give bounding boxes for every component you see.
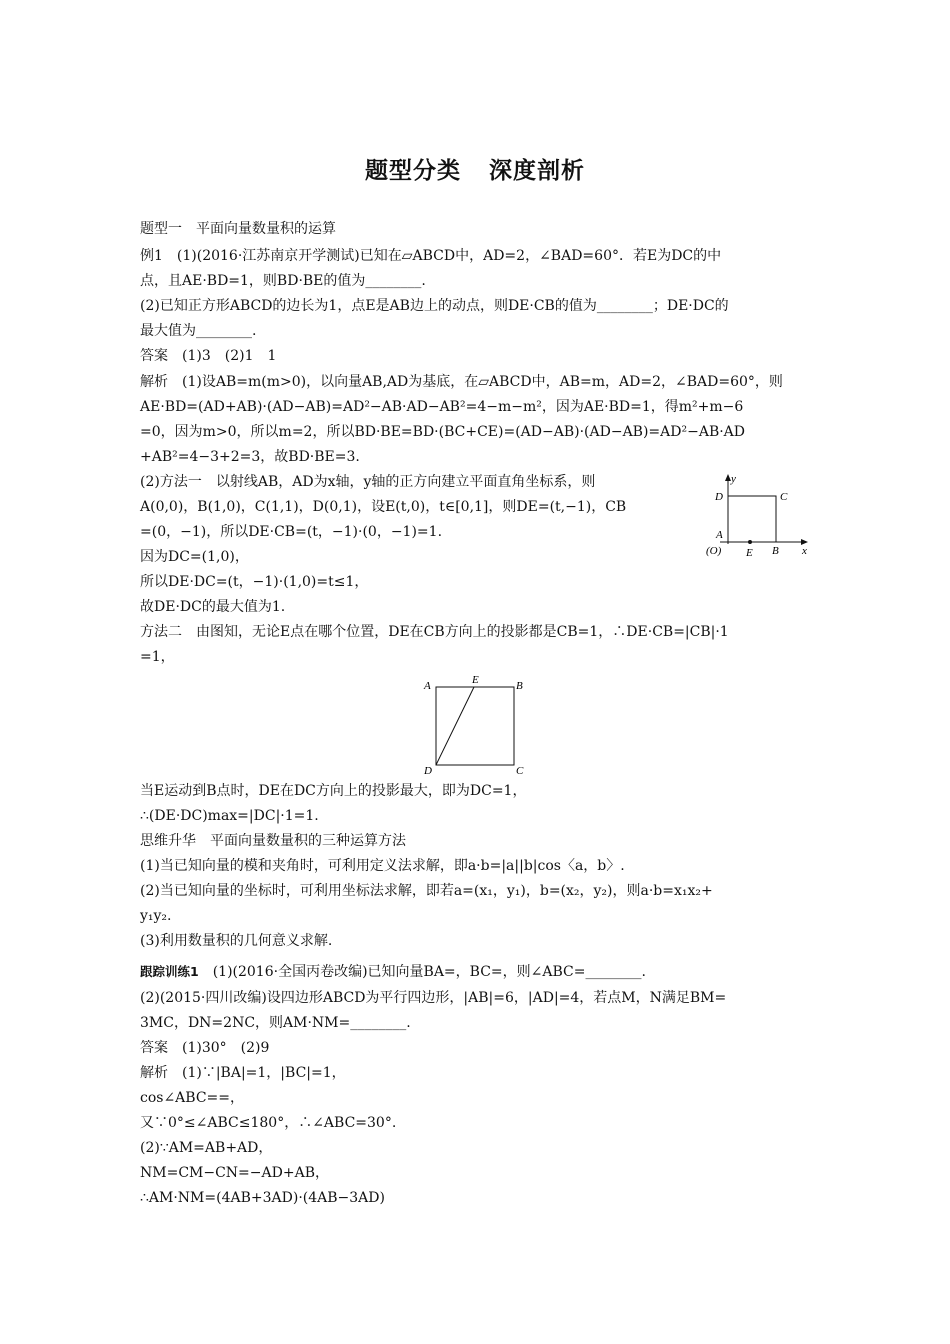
training-text: (1)(2016·全国丙卷改编)已知向量BA=，BC=，则∠ABC=________. [212,964,646,980]
title-part-2: 深度剖析 [489,158,585,184]
square-abcd [436,687,514,765]
method2-line: =1， [140,649,175,665]
title-part-1: 题型分类 [365,158,461,184]
example-line: 点，且AE·BD=1，则BD·BE的值为________. [140,273,426,289]
label-y: y [731,473,736,485]
after-figure-line: ∴(DE·DC)max=|DC|·1=1. [140,808,319,824]
training-line: 3MC，DN=2NC，则AM·NM=________. [140,1015,411,1031]
method2-line: 方法二 由图知，无论E点在哪个位置，DE在CB方向上的投影都是CB=1，∴DE·CB=|CB|·1 [140,624,729,640]
label-a: A [716,529,723,541]
analysis-line: =0，因为m>0，所以m=2，所以BD·BE=BD·(BC+CE)=(AD−AB)·(AD−AB)=AD²−AB·AD [140,424,746,440]
label-e: E [746,547,753,559]
answer-line: 答案 (1)3 (2)1 1 [140,348,277,364]
page-title [0,152,950,185]
summary-line: (2)当已知向量的坐标时，可利用坐标法求解，即若a=(x₁，y₁)，b=(x₂，y₂)，则a·b=x₁x₂+ [140,883,713,899]
method1-line: 因为DC=(1,0)， [140,549,249,565]
section-heading: 题型一 平面向量数量积的运算 [140,221,336,237]
training-line: cos∠ABC==， [140,1090,245,1106]
label-x: x [802,545,807,557]
label-b: B [772,545,779,557]
analysis-line: +AB²=4−3+2=3，故BD·BE=3. [140,449,360,465]
label-e: E [472,674,479,686]
analysis-line: 解析 (1)设AB=m(m>0)，以向量AB,AD为基底，在▱ABCD中，AB=m，AD=2，∠BAD=60°，则 [140,374,783,390]
square-outline [728,496,776,542]
example-line: 例1 (1)(2016·江苏南京开学测试)已知在▱ABCD中，AD=2，∠BAD=60°．若E为DC的中 [140,248,722,264]
method1-line: =(0，−1)，所以DE·CB=(t，−1)·(0，−1)=1. [140,524,443,540]
example-line: 最大值为________. [140,323,257,339]
training-line: NM=CM−CN=−AD+AB， [140,1165,329,1181]
training-line: 解析 (1)∵|BA|=1，|BC|=1， [140,1065,346,1081]
training-line: ∴AM·NM=(4AB+3AD)·(4AB−3AD) [140,1190,385,1206]
summary-line: y₁y₂. [140,908,172,924]
method1-line: 故DE·DC的最大值为1. [140,599,286,615]
analysis-line: AE·BD=(AD+AB)·(AD−AB)=AD²−AB·AD−AB²=4−m−m²，因为AE·BD=1，得m²+m−6 [140,399,744,415]
coordinate-figure [700,470,815,560]
point-e [748,540,752,544]
label-d: D [424,765,432,777]
method1-line: (2)方法一 以射线AB，AD为x轴，y轴的正方向建立平面直角坐标系，则 [140,474,596,490]
summary-line: (3)利用数量积的几何意义求解. [140,933,333,949]
training-tag: 跟踪训练1 [140,964,199,979]
training-line: (2)∵AM=AB+AD， [140,1140,273,1156]
label-c: C [780,491,788,503]
example-line: (2)已知正方形ABCD的边长为1，点E是AB边上的动点，则DE·CB的值为________；DE·DC的 [140,298,729,314]
training-line: (2)(2015·四川改编)设四边形ABCD为平行四边形，|AB|=6，|AD|=4，若点M，N满足BM= [140,990,727,1006]
label-d: D [715,491,723,503]
training-line: 答案 (1)30° (2)9 [140,1040,270,1056]
segment-de [436,687,474,765]
training-line: 又∵0°≤∠ABC≤180°，∴∠ABC=30°. [140,1115,397,1131]
after-figure-line: 当E运动到B点时，DE在DC方向上的投影最大，即为DC=1， [140,783,527,799]
training-line [140,962,646,982]
label-b: B [516,680,523,692]
label-o: (O) [706,545,722,557]
label-c: C [516,765,524,777]
summary-line: 思维升华 平面向量数量积的三种运算方法 [140,833,406,849]
method1-line: A(0,0)，B(1,0)，C(1,1)，D(0,1)，设E(t,0)，t∈[0,1]，则DE=(t,−1)，CB [140,499,627,515]
label-a: A [424,680,431,692]
method1-line: 所以DE·DC=(t，−1)·(1,0)=t≤1， [140,574,369,590]
square-figure [418,672,528,777]
summary-line: (1)当已知向量的模和夹角时，可利用定义法求解，即a·b=|a||b|cos〈a，b〉. [140,858,625,874]
